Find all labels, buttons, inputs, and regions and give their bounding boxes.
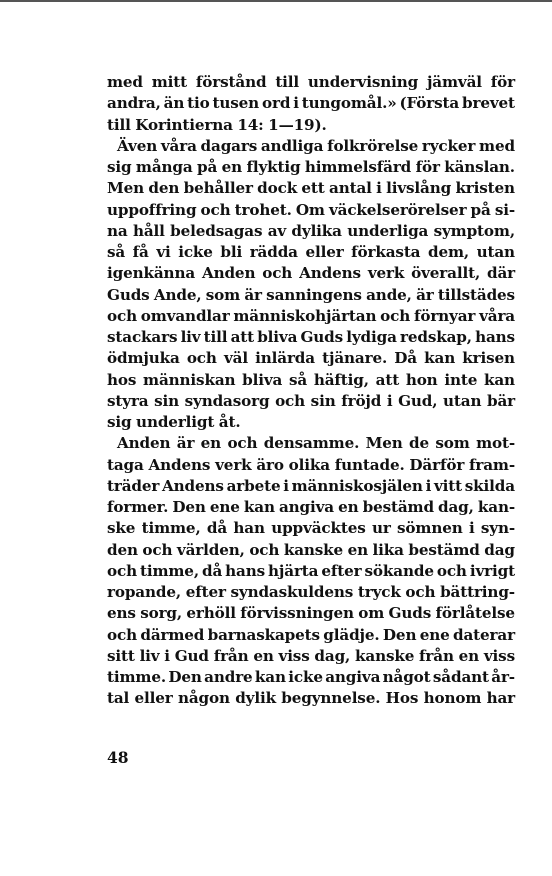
- word: Den: [172, 498, 206, 516]
- word: symptom,: [433, 221, 515, 240]
- word: daterar: [452, 625, 515, 644]
- word: behåller: [183, 179, 253, 198]
- word: om: [358, 604, 385, 623]
- word: Guds: [388, 604, 432, 623]
- word: timme,: [141, 519, 201, 538]
- word: våra: [479, 306, 515, 325]
- word: si-: [494, 200, 515, 219]
- word: arbete: [226, 476, 281, 495]
- word: ande,: [366, 285, 412, 304]
- word: Hos: [385, 689, 419, 708]
- page-number: 48: [107, 748, 129, 767]
- word: känslan.: [444, 158, 515, 176]
- word: att: [375, 370, 400, 389]
- word: skilda: [464, 476, 515, 495]
- word: är: [176, 434, 195, 453]
- word: livslång: [386, 179, 452, 198]
- word: na: [107, 221, 128, 240]
- word: en: [200, 434, 222, 453]
- word: (Första: [399, 94, 460, 113]
- word: sorg,: [140, 604, 183, 623]
- word: ivrigt: [469, 561, 515, 580]
- word: tusen: [212, 94, 260, 113]
- word: stackars: [107, 328, 178, 346]
- word: då: [201, 561, 223, 580]
- word: styra: [107, 391, 149, 410]
- word: lydiga: [346, 328, 397, 346]
- text-line: [107, 582, 515, 603]
- word: tillstädes: [437, 285, 515, 304]
- word: kristen: [455, 179, 515, 198]
- text-line: [107, 688, 515, 709]
- word: andre: [204, 668, 253, 686]
- word: dagars: [200, 136, 258, 155]
- word: bliva: [257, 328, 298, 346]
- word: undervisning: [307, 73, 419, 91]
- word: utan: [443, 391, 482, 410]
- word: uppväcktes: [271, 519, 366, 538]
- word: verk: [367, 264, 405, 283]
- text-line: [107, 561, 515, 582]
- word: få: [132, 243, 149, 261]
- word: erhöll: [186, 604, 236, 623]
- word: en: [338, 498, 359, 516]
- word: himmelsfärd: [304, 158, 412, 176]
- word: bestämd: [408, 540, 480, 559]
- word: densamme.: [263, 434, 360, 453]
- word: vitt: [433, 476, 462, 495]
- text-line: [107, 285, 515, 306]
- word: för: [415, 158, 440, 176]
- word: mot-: [476, 434, 515, 453]
- word: viss: [483, 646, 515, 665]
- text-line: [107, 646, 515, 667]
- word: en: [347, 540, 369, 559]
- word: ens: [107, 604, 136, 623]
- word: en: [221, 158, 243, 176]
- word: bli: [220, 243, 243, 261]
- word: kan: [424, 349, 456, 368]
- word: Gud: [174, 646, 209, 665]
- text-line: [107, 476, 515, 497]
- word: Den: [382, 625, 417, 644]
- text-line: [107, 221, 515, 242]
- word: en: [458, 646, 480, 665]
- word: omvandlar: [140, 306, 230, 325]
- word: håll: [132, 221, 165, 240]
- word: jämväl: [426, 73, 482, 91]
- word: begynnelse.: [281, 689, 381, 708]
- word: människosjälen: [291, 476, 423, 495]
- word: och: [107, 561, 137, 580]
- word: hjärta: [268, 561, 319, 580]
- word: utan: [476, 243, 515, 261]
- text-line: [107, 497, 515, 518]
- text-line: [107, 603, 515, 624]
- text-line: [107, 115, 515, 136]
- text-line: [107, 178, 515, 199]
- word: Gud,: [398, 391, 438, 410]
- word: inte: [444, 370, 478, 389]
- text-line: [107, 157, 515, 178]
- text-line: [107, 391, 515, 412]
- text-line: [107, 667, 515, 688]
- word: barnaskapets: [207, 625, 320, 644]
- word: från: [213, 646, 249, 665]
- word: ene: [419, 625, 450, 644]
- word: efter: [321, 561, 362, 580]
- word: i: [164, 646, 170, 665]
- word: hans: [475, 328, 515, 346]
- word: Men: [365, 434, 403, 453]
- word: Även: [117, 136, 158, 155]
- word: syndaskuldens: [230, 583, 354, 601]
- word: äro: [256, 455, 284, 474]
- word: underliga: [347, 221, 429, 240]
- text-line: [107, 433, 515, 454]
- word: verk: [215, 455, 252, 474]
- text-line: [107, 455, 515, 476]
- text-line: [107, 518, 515, 539]
- word: och: [186, 349, 217, 368]
- word: honom: [423, 689, 482, 708]
- word: Om: [295, 200, 325, 219]
- word: Andens: [299, 264, 361, 283]
- word: bär: [486, 391, 515, 410]
- word: i: [425, 476, 432, 495]
- word: som: [435, 434, 470, 453]
- word: människohjärtan: [233, 306, 377, 325]
- word: Men: [107, 179, 145, 198]
- word: krisen: [462, 349, 515, 368]
- word: förkasta: [351, 243, 421, 261]
- word: kan: [483, 370, 515, 389]
- word: har: [486, 689, 515, 708]
- word: kan: [243, 498, 275, 516]
- word: liv: [180, 328, 201, 346]
- word: tungomål.»: [301, 94, 397, 113]
- word: överallt,: [411, 264, 481, 283]
- word: ödmjuka: [107, 349, 180, 368]
- word: många: [135, 158, 193, 176]
- word: än: [163, 94, 185, 113]
- top-edge-rule: [0, 0, 552, 2]
- text-line: [107, 625, 515, 646]
- word: sömnen: [397, 519, 463, 538]
- word: till: [203, 328, 228, 346]
- word: hon: [405, 370, 438, 389]
- word: kanske: [283, 540, 344, 559]
- word: sin: [154, 391, 180, 410]
- word: beledsagas: [170, 221, 263, 240]
- word: Anden: [117, 434, 171, 453]
- word: fröjd: [341, 391, 382, 410]
- word: igenkänna: [107, 264, 196, 283]
- word: människan: [143, 370, 236, 389]
- word: Korintierna: [135, 115, 233, 134]
- word: Den: [168, 668, 202, 686]
- word: trohet.: [234, 200, 292, 219]
- word: andra,: [107, 94, 161, 113]
- text-line: [107, 72, 515, 93]
- word: världen,: [176, 540, 245, 559]
- body-text: [107, 72, 515, 710]
- word: sökande: [364, 561, 434, 580]
- word: dylika: [291, 221, 342, 240]
- word: liv: [139, 646, 160, 665]
- word: dylik: [235, 689, 276, 708]
- word: förlåtelse: [435, 604, 515, 623]
- word: dock: [257, 179, 298, 198]
- word: kan-: [477, 498, 515, 516]
- word: tjänare.: [322, 349, 388, 368]
- word: lika: [372, 540, 404, 559]
- word: i: [283, 476, 289, 495]
- text-line: [107, 242, 515, 263]
- word: häftig,: [313, 370, 369, 389]
- word: något: [382, 668, 431, 686]
- word: sitt: [107, 646, 135, 665]
- word: väckelserörelser: [328, 200, 467, 219]
- text-line: [107, 263, 515, 284]
- word: och: [262, 264, 293, 283]
- text-line: [107, 306, 515, 327]
- word: syndasorg: [184, 391, 270, 410]
- word: olika: [288, 455, 330, 474]
- word: fram-: [468, 455, 515, 474]
- word: inlärda: [255, 349, 315, 368]
- word: sådant: [432, 668, 489, 686]
- word: han: [233, 519, 265, 538]
- word: i: [468, 519, 475, 538]
- word: i: [386, 391, 393, 410]
- word: och: [142, 540, 173, 559]
- word: träder: [107, 476, 160, 495]
- word: viss: [278, 646, 310, 665]
- word: kan: [254, 668, 286, 686]
- word: syn-: [480, 519, 515, 538]
- word: ord: [262, 94, 291, 113]
- word: timme,: [139, 561, 199, 580]
- word: efter: [185, 583, 226, 601]
- word: Guds: [107, 285, 150, 304]
- word: till: [107, 115, 131, 134]
- word: och: [200, 200, 231, 219]
- word: funtade.: [334, 455, 405, 474]
- word: timme.: [107, 668, 166, 686]
- word: vi: [156, 243, 171, 261]
- word: bliva: [242, 370, 283, 389]
- word: redskap,: [399, 328, 472, 346]
- word: glädje.: [323, 625, 380, 644]
- word: den: [107, 540, 138, 559]
- word: väl: [223, 349, 248, 368]
- word: och: [405, 583, 436, 601]
- word: våra: [160, 136, 197, 155]
- word: mitt: [151, 73, 188, 91]
- word: icke: [288, 668, 323, 686]
- word: 1—19).: [268, 115, 327, 134]
- word: förstånd: [195, 73, 267, 91]
- word: dag: [484, 540, 515, 559]
- word: av: [267, 221, 287, 240]
- word: Andens: [162, 476, 224, 495]
- word: dag,: [438, 498, 474, 516]
- word: på: [197, 158, 218, 176]
- word: rycker: [421, 136, 476, 155]
- word: med: [479, 136, 515, 155]
- word: då: [206, 519, 228, 538]
- word: Anden: [201, 264, 256, 283]
- word: till: [275, 73, 300, 91]
- text-line: [107, 136, 515, 157]
- word: brevet: [462, 94, 515, 113]
- word: och: [227, 434, 258, 453]
- word: hos: [107, 370, 137, 389]
- word: en: [253, 646, 274, 665]
- word: därmed: [140, 625, 205, 644]
- word: med: [107, 73, 143, 91]
- word: från: [419, 646, 454, 665]
- word: Guds: [300, 328, 344, 346]
- word: dag,: [314, 646, 351, 665]
- word: tryck: [357, 583, 401, 601]
- word: flyktig: [246, 158, 301, 176]
- word: hans: [225, 561, 266, 580]
- word: 14:: [237, 115, 264, 134]
- word: tal: [107, 689, 130, 708]
- word: ur: [371, 519, 391, 538]
- word: på: [470, 200, 491, 219]
- word: ett: [301, 179, 325, 198]
- word: år-: [491, 668, 515, 686]
- word: bättring-: [440, 583, 515, 601]
- word: någon: [177, 689, 230, 708]
- word: ske: [107, 519, 136, 538]
- word: för: [490, 73, 515, 91]
- text-line: [107, 412, 515, 433]
- word: så: [107, 243, 126, 261]
- text-line: [107, 348, 515, 369]
- word: uppoffring: [107, 200, 197, 219]
- word: andliga: [260, 136, 324, 155]
- word: där: [486, 264, 515, 283]
- text-line: [107, 370, 515, 391]
- text-line: [107, 93, 515, 114]
- word: ropande,: [107, 583, 182, 601]
- word: förnyar: [413, 306, 476, 325]
- word: sin: [310, 391, 336, 410]
- word: den: [148, 179, 180, 198]
- text-line: [107, 327, 515, 348]
- word: dem,: [427, 243, 470, 261]
- text-line: [107, 540, 515, 561]
- word: Därför: [409, 455, 465, 474]
- word: angiva: [325, 668, 381, 686]
- word: och: [249, 540, 280, 559]
- word: Ande,: [153, 285, 202, 304]
- word: så: [288, 370, 308, 389]
- word: Andens: [148, 455, 211, 474]
- word: ene: [209, 498, 240, 516]
- word: är: [416, 285, 434, 304]
- word: och: [380, 306, 411, 325]
- word: icke: [178, 243, 213, 261]
- word: sig: [107, 158, 132, 176]
- word: att: [230, 328, 255, 346]
- word: i: [293, 94, 299, 113]
- word: eller: [305, 243, 344, 261]
- word: kanske: [355, 646, 415, 665]
- word: och: [275, 391, 306, 410]
- word: bestämd: [362, 498, 434, 516]
- word: och: [436, 561, 467, 580]
- word: rädda: [249, 243, 298, 261]
- word: och: [107, 625, 137, 644]
- word: de: [409, 434, 430, 453]
- word: underligt: [136, 413, 215, 431]
- word: Då: [394, 349, 417, 368]
- word: eller: [134, 689, 173, 708]
- word: antal: [329, 179, 372, 198]
- word: former.: [107, 498, 169, 516]
- word: taga: [107, 455, 144, 474]
- text-line: [107, 200, 515, 221]
- word: angiva: [278, 498, 334, 516]
- word: förvissningen: [240, 604, 354, 623]
- word: åt.: [218, 413, 241, 431]
- word: sanningens: [266, 285, 362, 304]
- word: som: [205, 285, 241, 304]
- word: folkrörelse: [327, 136, 419, 155]
- word: och: [107, 306, 137, 325]
- word: tio: [187, 94, 210, 113]
- word: sig: [107, 413, 132, 431]
- word: i: [376, 179, 382, 198]
- word: är: [244, 285, 262, 304]
